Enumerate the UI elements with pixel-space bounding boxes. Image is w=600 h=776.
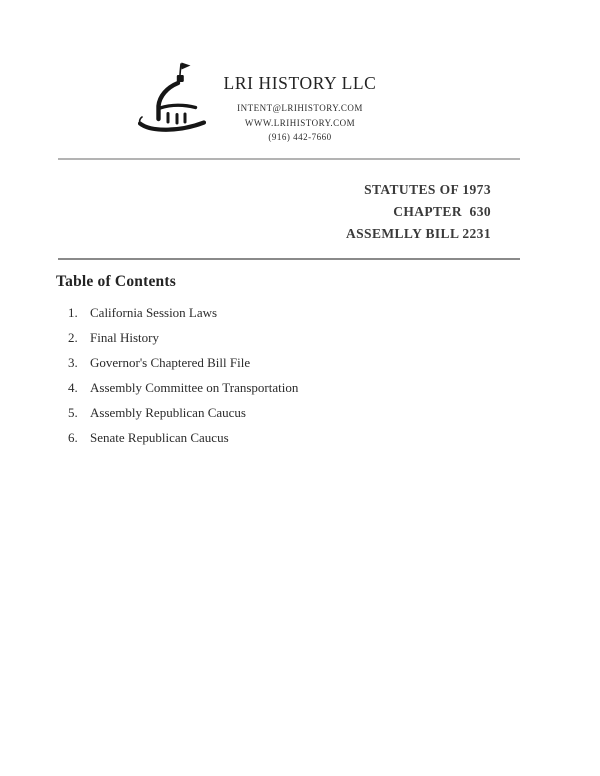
toc-item-label: Senate Republican Caucus (90, 430, 229, 445)
toc-item-number: 3. (68, 355, 78, 370)
toc-item (68, 425, 298, 450)
toc-item (68, 375, 298, 400)
toc-list (68, 300, 298, 450)
horizontal-rule-top (58, 158, 520, 160)
contact-phone: (916) 442-7660 (268, 132, 332, 142)
toc-item (68, 325, 298, 350)
contact-block (188, 101, 412, 145)
bill-line: ASSEMLLY BILL 2231 (345, 226, 491, 241)
contact-website: WWW.LRIHISTORY.COM (244, 117, 356, 128)
toc-item-number: 5. (68, 405, 78, 420)
toc-item-number: 1. (68, 305, 78, 320)
toc-item-label: Final History (90, 330, 159, 345)
statute-reference (346, 179, 491, 245)
contact-email: INTENT@LRIHISTORY.COM (237, 103, 363, 113)
toc-item-number: 2. (68, 330, 78, 345)
toc-item-label: Governor's Chaptered Bill File (90, 355, 251, 370)
horizontal-rule-bottom (58, 258, 520, 260)
chapter-line: CHAPTER 630 (393, 204, 491, 219)
statutes-line: STATUTES OF 1973 (364, 182, 491, 197)
toc-item (68, 300, 298, 325)
company-name: LRI HISTORY LLC (223, 73, 377, 93)
toc-heading: Table of Contents (56, 273, 176, 290)
toc-item-label: Assembly Republican Caucus (90, 405, 246, 420)
toc-item-number: 4. (68, 380, 78, 395)
toc-item (68, 400, 298, 425)
toc-item-number: 6. (68, 430, 78, 445)
letterhead (188, 73, 412, 145)
toc-item (68, 350, 298, 375)
toc-item-label: Assembly Committee on Transportation (90, 380, 299, 395)
toc-item-label: California Session Laws (90, 305, 218, 320)
